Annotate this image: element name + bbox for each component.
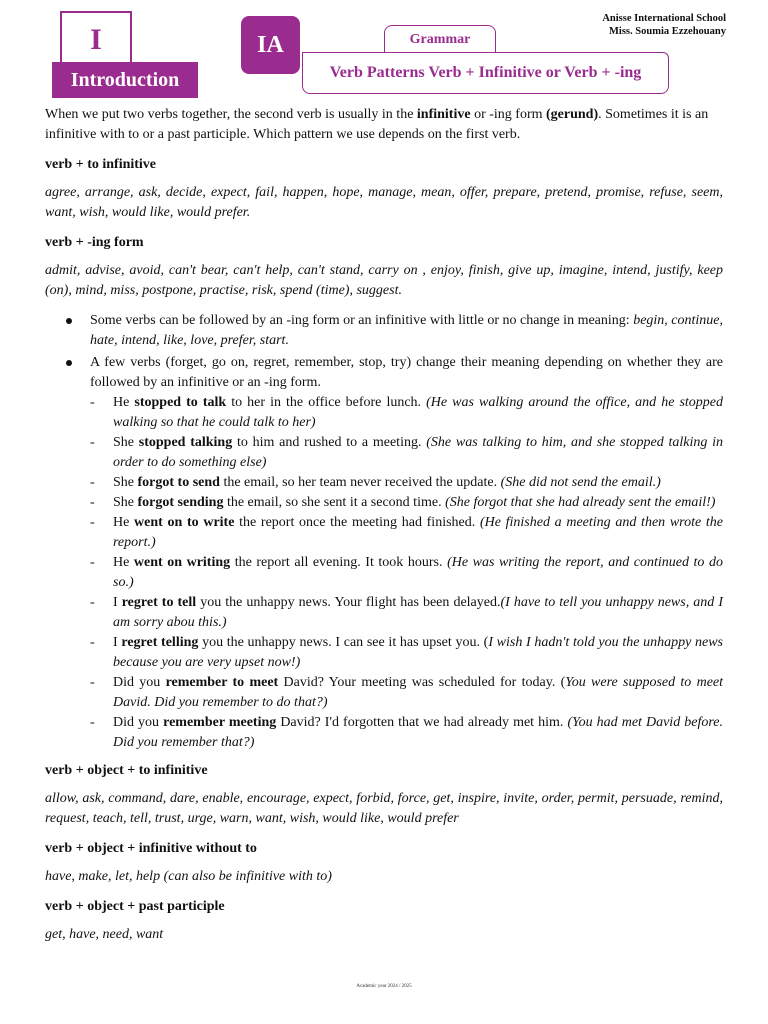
example-item: - He went on to write the report once the meeting had finished. (He finished a meeting and then wrote the report.) (113, 513, 723, 553)
example-item: - He went on writing the report all evening. It took hours. (He was writing the report, and continued to do so.) (113, 553, 723, 593)
subject-label: Grammar (409, 31, 471, 47)
bullet-list (45, 311, 723, 753)
example-list (90, 393, 723, 753)
intro-text-1: When we put two verbs together, the second verb is usually in the (45, 107, 417, 122)
list-verb-object-past-participle: get, have, need, want (45, 927, 164, 942)
list-verb-ing: admit, advise, avoid, can't bear, can't help, can't stand, carry on , enjoy, finish, give up, imagine, intend, justify, keep (on), mind, miss, postpone, practise, risk, spend (time), suggest. (45, 263, 723, 298)
heading-verb-object-past-participle: verb + object + past participle (45, 899, 225, 914)
bullet-1-text: Some verbs can be followed by an -ing form or an infinitive with little or no change in meaning: (90, 313, 634, 328)
lesson-title: Verb Patterns Verb + Infinitive or Verb + -ing (329, 64, 642, 81)
list-verb-object-infinitive-no-to: have, make, let, help (can also be infinitive with to) (45, 869, 332, 884)
bullet-item (90, 353, 723, 753)
example-item: - Did you remember meeting David? I'd forgotten that we had already met him. (You had met David before. Did you remember that?) (113, 713, 723, 753)
section-number-box (60, 11, 132, 69)
footer-academic-year: Academic year 2024 / 2025 (356, 984, 412, 989)
unit-code: IA (257, 31, 284, 58)
subject-tab (384, 25, 496, 53)
example-item: - I regret telling you the unhappy news. I can see it has upset you. (I wish I hadn't told you the unhappy news because you are very upset now!) (113, 633, 723, 673)
list-verb-to-infinitive: agree, arrange, ask, decide, expect, fail, happen, hope, manage, mean, offer, prepare, pretend, promise, refuse, seem, want, wish, would like, would prefer. (45, 185, 723, 220)
example-item: - She forgot sending the email, so she sent it a second time. (She forgot that she had already sent the email!) (113, 493, 723, 513)
section-title-banner (52, 62, 198, 98)
document-body (45, 105, 723, 955)
section-title: Introduction (70, 68, 180, 91)
teacher-name: Miss. Soumia Ezzehouany (609, 26, 726, 37)
intro-text-3: . Sometimes it is an infinitive with to or a past participle. Which pattern we use depends on the first verb. (45, 107, 709, 142)
intro-paragraph (45, 105, 723, 145)
bullet-item (90, 311, 723, 351)
heading-verb-to-infinitive: verb + to infinitive (45, 157, 157, 172)
heading-verb-ing: verb + -ing form (45, 235, 144, 250)
example-item: - He stopped to talk to her in the office before lunch. (He was walking around the office, and he stopped walking so that he could talk to her) (113, 393, 723, 433)
example-item: - She forgot to send the email, so her team never received the update. (She did not send the email.) (113, 473, 723, 493)
heading-verb-object-infinitive-no-to: verb + object + infinitive without to (45, 841, 257, 856)
lesson-title-box (302, 52, 669, 94)
intro-bold-gerund: (gerund) (546, 107, 599, 122)
list-verb-object-to-infinitive: allow, ask, command, dare, enable, encourage, expect, forbid, force, get, inspire, invite, order, permit, persuade, remind, request, teach, tell, trust, urge, warn, want, wish, would like, would prefer (45, 791, 723, 826)
example-item: - She stopped talking to him and rushed to a meeting. (She was talking to him, and she stopped talking in order to do something else) (113, 433, 723, 473)
intro-text-2: or -ing form (470, 107, 547, 122)
unit-code-badge (241, 16, 300, 74)
example-item: - I regret to tell you the unhappy news. Your flight has been delayed.(I have to tell you unhappy news, and I am sorry abou this.) (113, 593, 723, 633)
heading-verb-object-to-infinitive: verb + object + to infinitive (45, 763, 208, 778)
example-item: - Did you remember to meet David? Your meeting was scheduled for today. (You were supposed to meet David. Did you remember to do that?) (113, 673, 723, 713)
school-name: Anisse International School (602, 13, 726, 24)
section-number: I (90, 23, 102, 56)
bullet-1-list: begin, continue, hate, intend, like, love, prefer, start. (90, 313, 723, 348)
bullet-2-text: A few verbs (forget, go on, regret, remember, stop, try) change their meaning depending on whether they are followed by an infinitive or an -ing form. (90, 355, 723, 390)
school-info (602, 12, 726, 38)
intro-bold-infinitive: infinitive (416, 107, 471, 122)
